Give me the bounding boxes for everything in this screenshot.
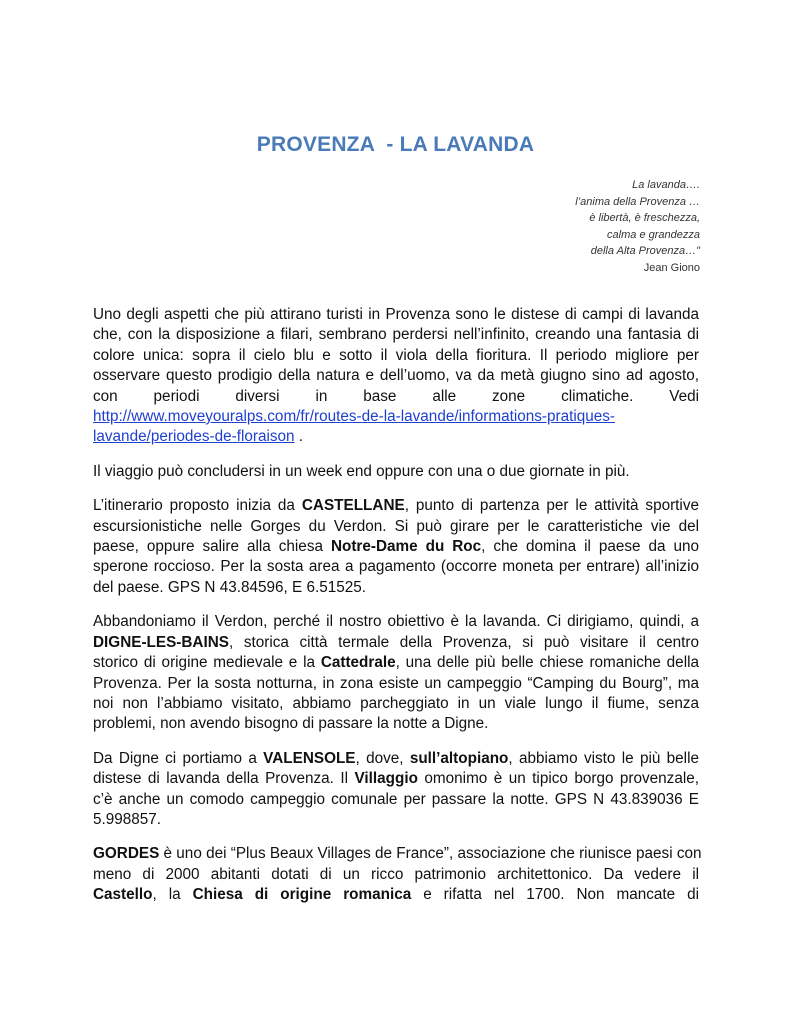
text-line — [93, 749, 699, 769]
text-fragment: . — [294, 428, 304, 446]
place-name-chiesa: Chiesa di origine romanica — [192, 886, 412, 904]
text-fragment: , abbiamo visto le più belle — [508, 749, 699, 767]
text-fragment: storico di origine medievale e la — [93, 654, 321, 672]
text-fragment: , la — [152, 886, 193, 904]
paragraph-intro — [93, 305, 699, 448]
text-fragment: e rifatta nel 1700. Non mancate di — [411, 886, 700, 904]
text-line — [93, 537, 699, 557]
place-name-castellane: CASTELLANE — [301, 497, 405, 515]
paragraph-valensole — [93, 749, 699, 831]
text-fragment: , storica città termale della Provenza, si può visitare il centro — [228, 633, 699, 651]
text-line: del paese. GPS N 43.84596, E 6.51525. — [93, 578, 366, 596]
paragraph-gordes — [93, 844, 702, 905]
text-line: Abbandoniamo il Verdon, perché il nostro obiettivo è la lavanda. Ci dirigiamo, quindi, a — [93, 613, 699, 631]
place-name-castello: Castello — [93, 886, 153, 904]
place-name-villaggio: Villaggio — [354, 770, 418, 788]
quote-line: l’anima della Provenza … — [575, 195, 700, 208]
text-line — [93, 407, 699, 427]
quote-line: La lavanda…. — [632, 179, 700, 191]
page-title: PROVENZA - LA LAVANDA — [256, 133, 535, 156]
place-name-notre-dame: Notre-Dame du Roc — [330, 538, 482, 556]
text-fragment: , una delle più belle chiese romaniche della — [395, 654, 699, 672]
text-line — [93, 844, 702, 864]
text-line: che, con la disposizione a filari, sembrano perdersi nell’infinito, creando una fantasia di — [93, 326, 699, 344]
place-name-digne: DIGNE-LES-BAINS — [93, 633, 229, 651]
text-line — [93, 769, 699, 789]
text-line — [93, 653, 699, 673]
text-fragment: paese, oppure salire alla chiesa — [93, 538, 331, 556]
text-fragment: è uno dei “Plus Beaux Villages de France”, associazione che riunisce paesi con — [159, 845, 702, 863]
text-line: c’è anche un comodo campeggio comunale per passare la notte. GPS N 43.839036 E — [93, 790, 699, 808]
text-line: colore unica: sopra il cielo blu e sotto il viola della fioritura. Il periodo migliore per — [93, 346, 699, 364]
epigraph-quote — [575, 177, 700, 277]
text-fragment: distese di lavanda della Provenza. Il — [93, 770, 355, 788]
text-line: 5.998857. — [93, 810, 162, 828]
quote-author: Jean Giono — [643, 261, 700, 274]
text-fragment: , che domina il paese da uno — [481, 538, 699, 556]
quote-line: della Alta Provenza…" — [590, 245, 700, 258]
text-line: con periodi diversi in base alle zone climatiche. Vedi — [93, 387, 699, 405]
text-line — [93, 633, 699, 653]
text-line: noi non l’abbiamo visitato, abbiamo parcheggiato in un viale lungo il fiume, senza — [93, 694, 699, 712]
text-line: meno di 2000 abitanti dotati di un ricco patrimonio architettonico. Da vedere il — [93, 865, 699, 883]
place-name-valensole: VALENSOLE — [263, 749, 356, 767]
text-line: escursionistiche nelle Gorges du Verdon. Si può girare per le caratteristiche vie del — [93, 517, 699, 535]
text-line — [93, 885, 699, 905]
text-line: Uno degli aspetti che più attirano turisti in Provenza sono le distese di campi di lavanda — [93, 306, 699, 323]
document-body — [93, 305, 702, 920]
place-name-gordes: GORDES — [93, 845, 160, 863]
text-line: sperone roccioso. Per la sosta area a pagamento (occorre moneta per entrare) all’inizio — [93, 558, 699, 576]
text-line — [93, 496, 699, 516]
quote-line: calma e grandezza — [607, 228, 700, 241]
paragraph-digne — [93, 612, 699, 734]
quote-line: è libertà, è freschezza, — [589, 212, 700, 225]
paragraph-trip-length — [93, 462, 699, 482]
text-line: problemi, non avendo bisogno di passare la notte a Digne. — [93, 715, 489, 733]
floraison-link-continued[interactable]: lavande/periodes-de-floraison — [93, 428, 295, 446]
paragraph-castellane — [93, 496, 699, 598]
place-name-altopiano: sull’altopiano — [409, 749, 509, 767]
text-line: Provenza. Per la sosta notturna, in zona esiste un campeggio “Camping du Bourg”, ma — [93, 674, 699, 692]
text-line: Il viaggio può concludersi in un week end oppure con una o due giornate in più. — [93, 462, 630, 480]
text-fragment: omonimo è un tipico borgo provenzale, — [417, 770, 699, 788]
text-fragment: , punto di partenza per le attività sportive — [404, 497, 699, 515]
text-line — [93, 427, 699, 447]
text-fragment: Da Digne ci portiamo a — [93, 749, 264, 767]
text-line: osservare questo prodigio della natura e dell’uomo, va da metà giugno sino ad agosto, — [93, 367, 699, 385]
text-fragment: , dove, — [355, 749, 410, 767]
place-name-cattedrale: Cattedrale — [320, 654, 396, 672]
floraison-link[interactable]: http://www.moveyouralps.com/fr/routes-de-la-lavande/informations-pratiques- — [93, 408, 616, 426]
text-fragment: L’itinerario proposto inizia da — [93, 497, 302, 515]
